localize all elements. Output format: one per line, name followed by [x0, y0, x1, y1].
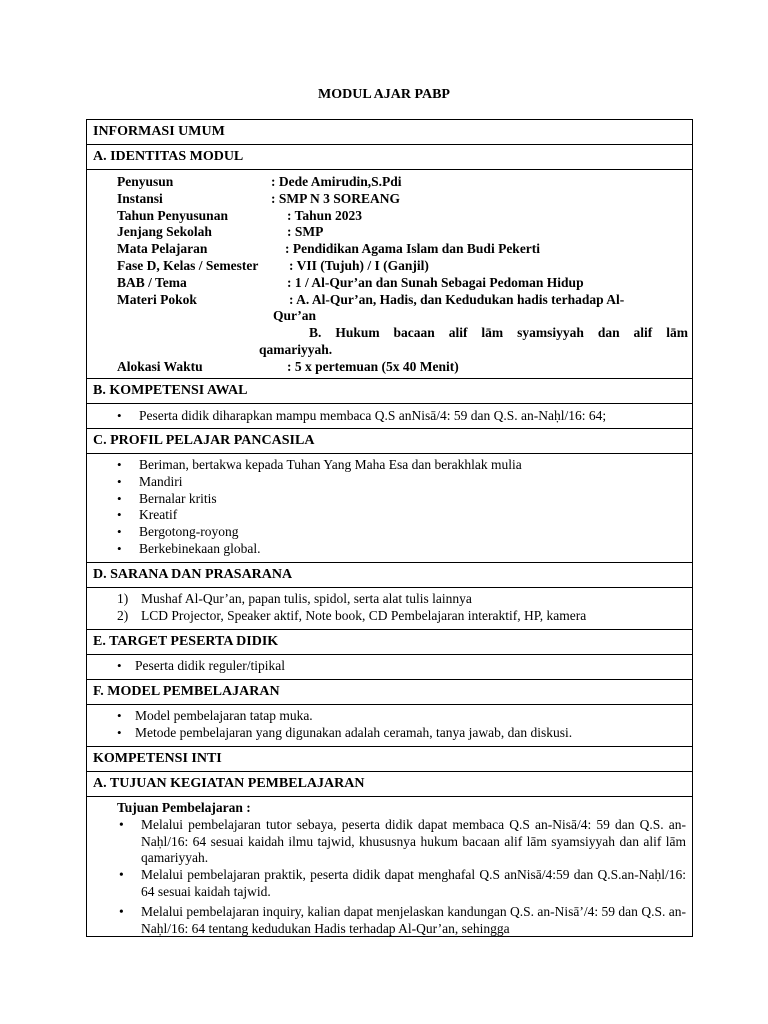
- profil-heading: C. PROFIL PELAJAR PANCASILA: [93, 433, 315, 448]
- list-item: [87, 608, 692, 625]
- list-item: • Melalui pembelajaran inquiry, kalian dapat menjelaskan kandungan Q.S. an-Nisā’/4: 59 dan Q.S. an-Naḥl/16: 64 tentang kedudukan Hadis terhadap Al-Qur’an, sehingga: [117, 904, 686, 938]
- instansi-value: : SMP N 3 SOREANG: [271, 190, 401, 206]
- kompetensi-inti-heading: KOMPETENSI INTI: [93, 751, 222, 766]
- row-materi-a-cont: [117, 308, 686, 325]
- tahun-value: : Tahun 2023: [287, 207, 363, 223]
- fase-value: : VII (Tujuh) / I (Ganjil): [289, 257, 429, 273]
- kompetensi-awal-heading: B. KOMPETENSI AWAL: [93, 383, 248, 398]
- list-item: • Melalui pembelajaran tutor sebaya, peserta didik dapat membaca Q.S an-Nisā/4: 59 dan Q.S. an-Naḥl/16: 64 sesuai kaidah ilmu tajwid, khususnya hukum bacaan alif lām syamsiyyah dan alif lām qamariyyah.: [117, 817, 686, 867]
- list-item: • Kreatif: [87, 507, 692, 524]
- row-materi: [117, 292, 686, 309]
- penyusun-value: : Dede Amirudin,S.Pdi: [271, 174, 402, 189]
- informasi-umum-heading: INFORMASI UMUM: [93, 124, 225, 139]
- sarana-heading: D. SARANA DAN PRASARANA: [93, 567, 293, 582]
- identitas-heading: A. IDENTITAS MODUL: [93, 149, 244, 164]
- tujuan-label: Tujuan Pembelajaran :: [117, 800, 251, 815]
- row-materi-b-cont: [117, 342, 686, 359]
- bab-value: : 1 / Al-Qur’an dan Sunah Sebagai Pedoman Hidup: [287, 274, 584, 290]
- row-instansi: [117, 191, 686, 208]
- list-item: • Melalui pembelajaran praktik, peserta didik dapat menghafal Q.S anNisā/4:59 dan Q.S.an-Naḥl/16: 64 sesuai kaidah tajwid.: [117, 867, 686, 901]
- item-text: Mushaf Al-Qur’an, papan tulis, spidol, serta alat tulis lainnya: [141, 591, 472, 606]
- list-item: • Bergotong-royong: [87, 524, 692, 541]
- list-item: • Model pembelajaran tatap muka.: [87, 708, 692, 725]
- list-item: • Berkebinekaan global.: [87, 541, 692, 558]
- section-identitas-modul: [86, 145, 693, 170]
- section-target: [86, 630, 693, 655]
- target-body: [86, 655, 693, 680]
- instansi-label: Instansi: [117, 190, 163, 206]
- model-body: [86, 705, 693, 747]
- section-sarana: [86, 563, 693, 588]
- materi-value-b: B. Hukum bacaan alif lām syamsiyyah dan alif lām: [309, 325, 688, 341]
- row-materi-b: [117, 325, 686, 342]
- profil-body: [86, 454, 693, 563]
- item-number: 2): [117, 607, 129, 623]
- item-text: LCD Projector, Speaker aktif, Note book, CD Pembelajaran interaktif, HP, kamera: [141, 607, 587, 623]
- list-item: • Metode pembelajaran yang digunakan adalah ceramah, tanya jawab, dan diskusi.: [87, 725, 692, 742]
- tujuan-body: [86, 797, 693, 937]
- section-profil-pelajar: [86, 429, 693, 454]
- kompetensi-awal-body: [86, 404, 693, 429]
- materi-label: Materi Pokok: [117, 291, 197, 307]
- row-penyusun: [117, 174, 686, 191]
- section-tujuan: [86, 772, 693, 797]
- row-tahun: [117, 208, 686, 225]
- identitas-body: [86, 170, 693, 379]
- mapel-value: : Pendidikan Agama Islam dan Budi Pekerti: [285, 241, 541, 257]
- mapel-label: Mata Pelajaran: [117, 241, 208, 257]
- materi-value-b-cont: qamariyyah.: [259, 341, 333, 357]
- list-item: • Peserta didik diharapkan mampu membaca Q.S anNisā/4: 59 dan Q.S. an-Naḥl/16: 64;: [87, 408, 692, 425]
- row-jenjang: [117, 224, 686, 241]
- list-item: • Beriman, bertakwa kepada Tuhan Yang Maha Esa dan berakhlak mulia: [87, 457, 692, 474]
- section-model: [86, 680, 693, 705]
- list-item: [87, 591, 692, 608]
- jenjang-value: : SMP: [287, 224, 324, 240]
- alokasi-label: Alokasi Waktu: [117, 358, 203, 374]
- alokasi-value: : 5 x pertemuan (5x 40 Menit): [287, 358, 459, 374]
- row-mapel: [117, 241, 686, 258]
- section-informasi-umum: [86, 120, 693, 145]
- penyusun-label: Penyusun: [117, 174, 174, 189]
- list-item: • Mandiri: [87, 474, 692, 491]
- document-title: MODUL AJAR PABP: [318, 87, 450, 102]
- list-item: • Peserta didik reguler/tipikal: [87, 658, 692, 675]
- list-item: • Bernalar kritis: [87, 491, 692, 508]
- bab-label: BAB / Tema: [117, 274, 187, 290]
- tahun-label: Tahun Penyusunan: [117, 207, 228, 223]
- target-heading: E. TARGET PESERTA DIDIK: [93, 634, 279, 649]
- row-alokasi: [117, 359, 686, 376]
- model-heading: F. MODEL PEMBELAJARAN: [93, 684, 280, 699]
- row-bab: [117, 275, 686, 292]
- section-kompetensi-awal: [86, 379, 693, 404]
- jenjang-label: Jenjang Sekolah: [117, 224, 212, 240]
- row-fase: [117, 258, 686, 275]
- item-number: 1): [117, 591, 129, 606]
- tujuan-heading: A. TUJUAN KEGIATAN PEMBELAJARAN: [93, 776, 365, 791]
- module-table: [86, 119, 693, 937]
- fase-label: Fase D, Kelas / Semester: [117, 257, 259, 273]
- materi-value-a-cont: Qur’an: [273, 308, 316, 324]
- section-kompetensi-inti: [86, 747, 693, 772]
- sarana-body: [86, 588, 693, 630]
- materi-value-a: : A. Al-Qur’an, Hadis, dan Kedudukan hadis terhadap Al-: [289, 291, 625, 307]
